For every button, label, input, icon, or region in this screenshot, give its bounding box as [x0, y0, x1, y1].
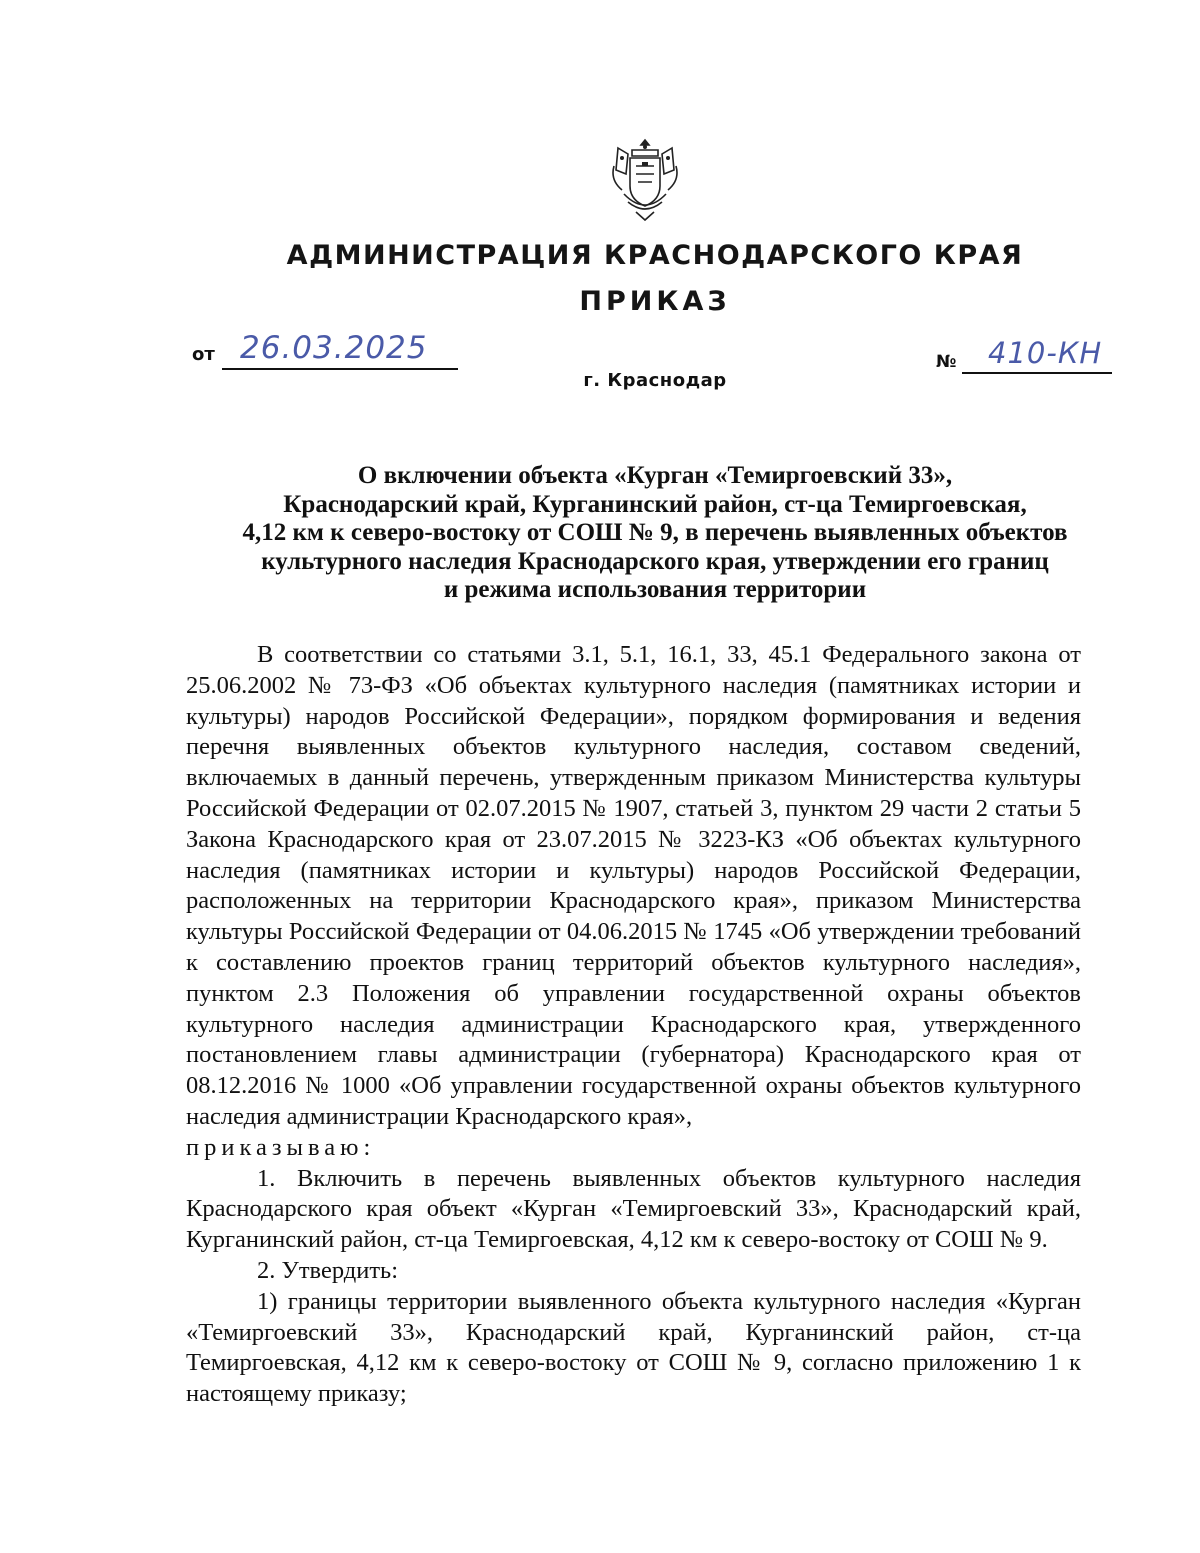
- order-word: приказываю:: [186, 1133, 376, 1161]
- title-line: Краснодарский край, Курганинский район, ст-ца Темиргоевская,: [283, 490, 1027, 518]
- handwritten-date: 26.03.2025: [240, 330, 428, 366]
- date-label: от: [192, 344, 215, 365]
- city-name: г. Краснодар: [583, 370, 727, 391]
- handwritten-number: 410-КН: [988, 336, 1103, 370]
- item-2-1-paragraph: 1) границы территории выявленного объекта культурного наследия «Курган «Темиргоевский 33», Краснодарский край, Курганинский район, ст-ца Темиргоевская, 4,12 км к северо-востоку от СОШ № 9, согласно приложению 1 к настоящему приказу;: [186, 1287, 1081, 1408]
- title-line: О включении объекта «Курган «Темиргоевский 33»,: [357, 462, 953, 489]
- number-label: №: [936, 352, 957, 372]
- organization-name: АДМИНИСТРАЦИЯ КРАСНОДАРСКОГО КРАЯ: [286, 240, 1024, 271]
- document-title: [150, 462, 1160, 605]
- document-type: ПРИКАЗ: [579, 286, 731, 317]
- number-underline: [962, 372, 1112, 374]
- title-line: 4,12 км к северо-востоку от СОШ № 9, в перечень выявленных объектов: [242, 519, 1068, 546]
- item-1-paragraph: 1. Включить в перечень выявленных объектов культурного наследия Краснодарского края объект «Курган «Темиргоевский 33», Краснодарский край, Курганинский район, ст-ца Темиргоевская, 4,12 км к северо-востоку от СОШ № 9.: [186, 1164, 1081, 1254]
- document-body: [186, 640, 1081, 1410]
- coat-of-arms-emblem-icon: [606, 136, 684, 224]
- preamble-paragraph: В соответствии со статьями 3.1, 5.1, 16.1, 33, 45.1 Федерального закона от 25.06.2002 № 73-ФЗ «Об объектах культурного наследия (памятниках истории и культуры) народов Российской Федерации», порядком формирования и ведения перечня выявленных объектов культурного наследия, составом сведений, включаемых в данный перечень, утвержденным приказом Министерства культуры Российской Федерации от 02.07.2015 № 1907, статьей 3, пунктом 29 части 2 статьи 5 Закона Краснодарского края от 23.07.2015 № 3223-КЗ «Об объектах культурного наследия (памятниках истории и культуры) народов Российской Федерации, расположенных на территории Краснодарского края», приказом Министерства культуры Российской Федерации от 04.06.2015 № 1745 «Об утверждении требований к составлению проектов границ территорий объектов культурного наследия», пунктом 2.3 Положения об управлении государственной охраны объектов культурного наследия администрации Краснодарского края, утвержденного постановлением главы администрации (губернатора) Краснодарского края от 08.12.2016 № 1000 «Об управлении государственной охраны объектов культурного наследия администрации Краснодарского края»,: [186, 641, 1081, 1130]
- title-line: культурного наследия Краснодарского края, утверждении его границ: [261, 547, 1049, 575]
- item-2-paragraph: 2. Утвердить:: [257, 1256, 399, 1284]
- title-line: и режима использования территории: [443, 576, 867, 603]
